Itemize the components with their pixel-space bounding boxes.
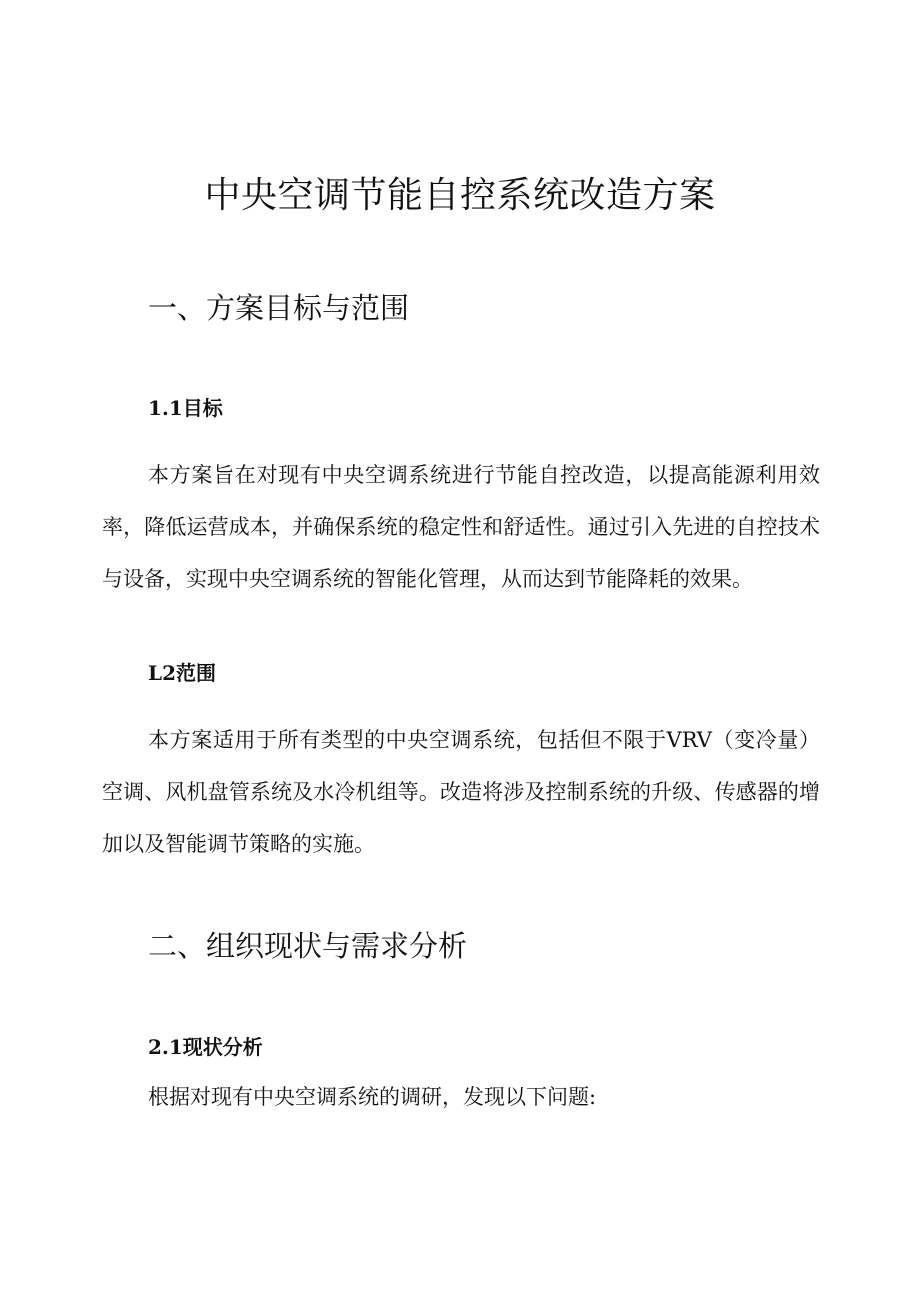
section-heading-2: 二、组织现状与需求分析 [148, 929, 468, 963]
paragraph-objective: 本方案旨在对现有中央空调系统进行节能自控改造，以提高能源利用效率，降低运营成本，并确保系统的稳定性和舒适性。通过引入先进的自控技术与设备，实现中央空调系统的智能化管理，从而达到节能降耗的效果。 [102, 463, 820, 591]
paragraph-current-status: 根据对现有中央空调系统的调研，发现以下问题: [148, 1085, 597, 1109]
document-title: 中央空调节能自控系统改造方案 [204, 175, 716, 216]
subsection-heading-1-2: L2范围 [148, 661, 216, 685]
subsection-heading-1-1: 1.1目标 [148, 396, 223, 420]
subsection-heading-2-1: 2.1现状分析 [148, 1035, 263, 1059]
section-heading-1: 一、方案目标与范围 [148, 291, 410, 325]
paragraph-scope: 本方案适用于所有类型的中央空调系统，包括但不限于VRV（变冷量）空调、风机盘管系统及水冷机组等。改造将涉及控制系统的升级、传感器的增加以及智能调节策略的实施。 [102, 728, 820, 856]
